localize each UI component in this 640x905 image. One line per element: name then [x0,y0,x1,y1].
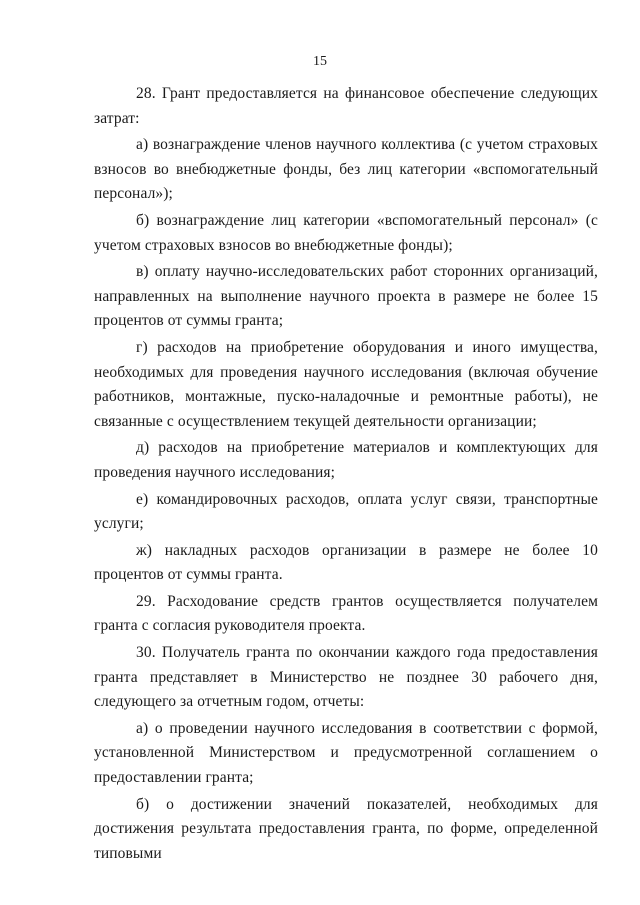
report-item-b-paragraph: б) о достижении значений показателей, необходимых для достижения результата предоставления гранта, по форме, определенной типовыми [94,795,598,862]
paragraph-29: 29. Расходование средств грантов осуществляется получателем гранта с согласия руководителя проекта. [94,592,598,635]
item-v-paragraph: в) оплату научно-исследовательских работ сторонних организаций, направленных на выполнение научного проекта в размере не более 15 процентов от суммы гранта; [94,263,598,330]
report-item-a-paragraph: а) о проведении научного исследования в соответствии с формой, установленной Министерством и предусмотренной соглашением о предоставлении гранта; [94,719,598,787]
paragraph-28: 28. Грант предоставляется на финансовое обеспечение следующих затрат: [94,85,598,127]
item-g-paragraph: г) расходов на приобретение оборудования и иного имущества, необходимых для проведения научного исследования (включая обучение работников, монтажные, пуско-наладочные и ремонтные работы), не связанные с осуществлением текущей деятельности организации; [94,338,598,430]
item-d-paragraph: д) расходов на приобретение материалов и комплектующих для проведения научного исследования; [94,439,598,481]
page-number: 15 [313,54,327,69]
item-a-paragraph: а) вознаграждение членов научного коллектива (с учетом страховых взносов во внебюджетные фонды, без лиц категории «вспомогательный персонал»); [94,136,598,203]
document-body [94,82,598,866]
paragraph-30: 30. Получатель гранта по окончании каждого года предоставления гранта представляет в Министерство не позднее 30 рабочего дня, следующего за отчетным годом, отчеты: [94,644,598,711]
item-e-paragraph: е) командировочных расходов, оплата услуг связи, транспортные услуги; [94,490,598,533]
item-b-paragraph: б) вознаграждение лиц категории «вспомогательный персонал» (с учетом страховых взносов во внебюджетные фонды); [94,211,598,254]
item-zh-paragraph: ж) накладных расходов организации в размере не более 10 процентов от суммы гранта. [94,541,598,584]
